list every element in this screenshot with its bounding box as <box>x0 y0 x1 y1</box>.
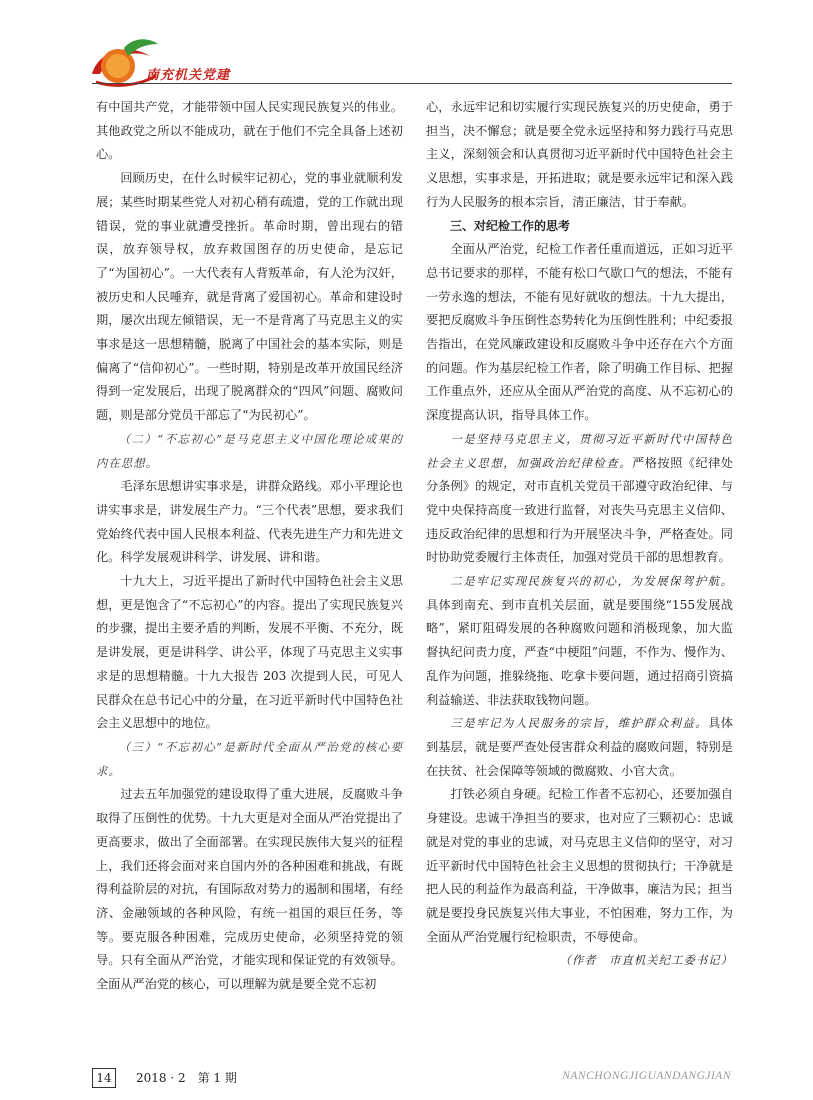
subsection-heading: （二）“不忘初心”是马克思主义中国化理论成果的内在思想。 <box>96 431 403 470</box>
paragraph: 有中国共产党，才能带领中国人民实现民族复兴的伟业。其他政党之所以不能成功，就在于他们不完全具备上述初心。 <box>96 100 403 162</box>
emphasis-lead: 二是牢记实现民族复兴的初心，为发展保驾护航。 <box>450 574 733 589</box>
author-credit: （作者 市直机关纪工委书记） <box>559 953 733 968</box>
paragraph: 毛泽东思想讲实事求是，讲群众路线。邓小平理论也讲实事求是，讲发展生产力。“三个代表”思想，要求我们党始终代表中国人民根本利益、代表先进生产力和先进文化。科学发展观讲科学、讲发展、讲和谐。 <box>96 479 403 565</box>
paragraph: 打铁必须自身硬。纪检工作者不忘初心，还要加强自身建设。忠诚干净担当的要求，也对应了三颗初心：忠诚就是对党的事业的忠诚，对马克思主义信仰的坚守，对习近平新时代中国特色社会主义思想的贯彻执行；干净就是把人民的利益作为最高利益，干净做事，廉洁为民；担当就是要投身民族复兴伟大事业，不怕困难，努力工作，为全面从严治党履行纪检职责，不辱使命。 <box>426 787 733 944</box>
emphasis-lead: 三是牢记为人民服务的宗旨，维护群众利益。 <box>450 716 709 731</box>
right-column <box>426 96 733 973</box>
paragraph <box>426 570 733 712</box>
paragraph: 过去五年加强党的建设取得了重大进展，反腐败斗争取得了压倒性的优势。十九大更是对全面从严治党提出了更高要求，做出了全面部署。在实现民族伟大复兴的征程上，我们还将会面对来自国内外的各种困难和挑战，有既得利益阶层的对抗，有国际敌对势力的遏制和围堵，有经济、金融领域的各种风险，有统一祖国的艰巨任务，等等。要克服各种困难，完成历史使命，必须坚持党的领导。只有全面从严治党，才能实现和保证党的有效领导。全面从严治党的核心，可以理解为就是要全党不忘初 <box>96 787 403 992</box>
left-column <box>96 96 403 997</box>
section-heading: 三、对纪检工作的思考 <box>450 218 571 233</box>
publication-brand: 南充机关党建 <box>146 68 231 83</box>
paragraph-text: 严格按照《纪律处分条例》的规定，对市直机关党员干部遵守政治纪律、与党中央保持高度一致进行监督，对丧失马克思主义信仰、违反政治纪律的思想和行为开展坚决斗争，严格查处。同时协助党委履行主体责任，加强对党员干部的思想教育。 <box>426 455 733 565</box>
paragraph: 心，永远牢记和切实履行实现民族复兴的历史使命，勇于担当，决不懈怠；就是要全党永远坚持和努力践行马克思主义，深刻领会和认真贯彻习近平新时代中国特色社会主义思想，实事求是，开拓进取；就是要永远牢记和深入践行为人民服务的根本宗旨，清正廉洁，甘于奉献。 <box>426 100 733 209</box>
issue-info: 2018 · 2 第 1 期 <box>136 1071 237 1085</box>
paragraph-text: 具体到基层，就是要严查处侵害群众利益的腐败问题，特别是在扶贫、社会保障等领域的微腐败、小官大贪。 <box>426 716 733 778</box>
page-footer <box>0 1068 813 1098</box>
paragraph: 回顾历史，在什么时候牢记初心，党的事业就顺利发展；某些时期某些党人对初心稍有疏遗，党的工作就出现错误，党的事业就遭受挫折。革命时期，曾出现右的错误，放弃领导权，放弃救国图存的历史使命，是忘记了“为国初心”。一大代表有人背叛革命，有人沦为汉奸，被历史和人民唾弃，就是背离了爱国初心。革命和建设时期，屡次出现左倾错误，无一不是背离了马克思主义的实事求是这一思想精髓，脱离了中国社会的基本实际，则是偏离了“信仰初心”。一些时期，特别是改革开放国民经济得到一定发展后，出现了脱离群众的“四风”问题、腐败问题，则是部分党员干部忘了“为民初心”。 <box>96 171 403 423</box>
emphasis-lead: 一是坚持马克思主义，贯彻习近平新时代中国特色社会主义思想，加强政治纪律检查。 <box>426 431 733 470</box>
subsection-heading: （三）“不忘初心”是新时代全面从严治党的核心要求。 <box>96 739 403 778</box>
publication-name: NANCHONGJIGUANDANGJIAN <box>562 1070 731 1082</box>
paragraph <box>426 428 733 570</box>
page-number: 14 <box>92 1068 116 1088</box>
page-header <box>0 0 813 100</box>
paragraph: 全面从严治党，纪检工作者任重而道远，正如习近平总书记要求的那样，不能有松口气歇口气的想法，不能有一劳永逸的想法，不能有见好就收的想法。十九大提出，要把反腐败斗争压倒性态势转化为压倒性胜利；中纪委报告指出，在党风廉政建设和反腐败斗争中还存在六个方面的问题。作为基层纪检工作者，除了明确工作目标、把握工作重点外，还应从全面从严治党的高度、从不忘初心的深度提高认识，指导具体工作。 <box>426 242 733 423</box>
paragraph-text: 具体到南充、到市直机关层面，就是要围绕“155发展战略”，紧盯阻碍发展的各种腐败问题和消极现象，加大监督执纪问责力度，严查“中梗阻”问题，不作为、慢作为、乱作为问题，推躲绕拖、吃拿卡要问题，通过招商引资搞利益输送、非法获取钱物问题。 <box>426 597 733 707</box>
paragraph <box>426 712 733 783</box>
header-divider <box>92 83 732 84</box>
paragraph: 十九大上，习近平提出了新时代中国特色社会主义思想，更是饱含了“不忘初心”的内容。提出了实现民族复兴的步骤，提出主要矛盾的判断，发展不平衡、不充分，既是讲发展，更是讲科学、讲公平，体现了马克思主义实事求是的思想精髓。十九大报告 203 次提到人民，可见人民群众在总书记心中的分量，在习近平新时代中国特色社会主义思想中的地位。 <box>96 574 403 731</box>
